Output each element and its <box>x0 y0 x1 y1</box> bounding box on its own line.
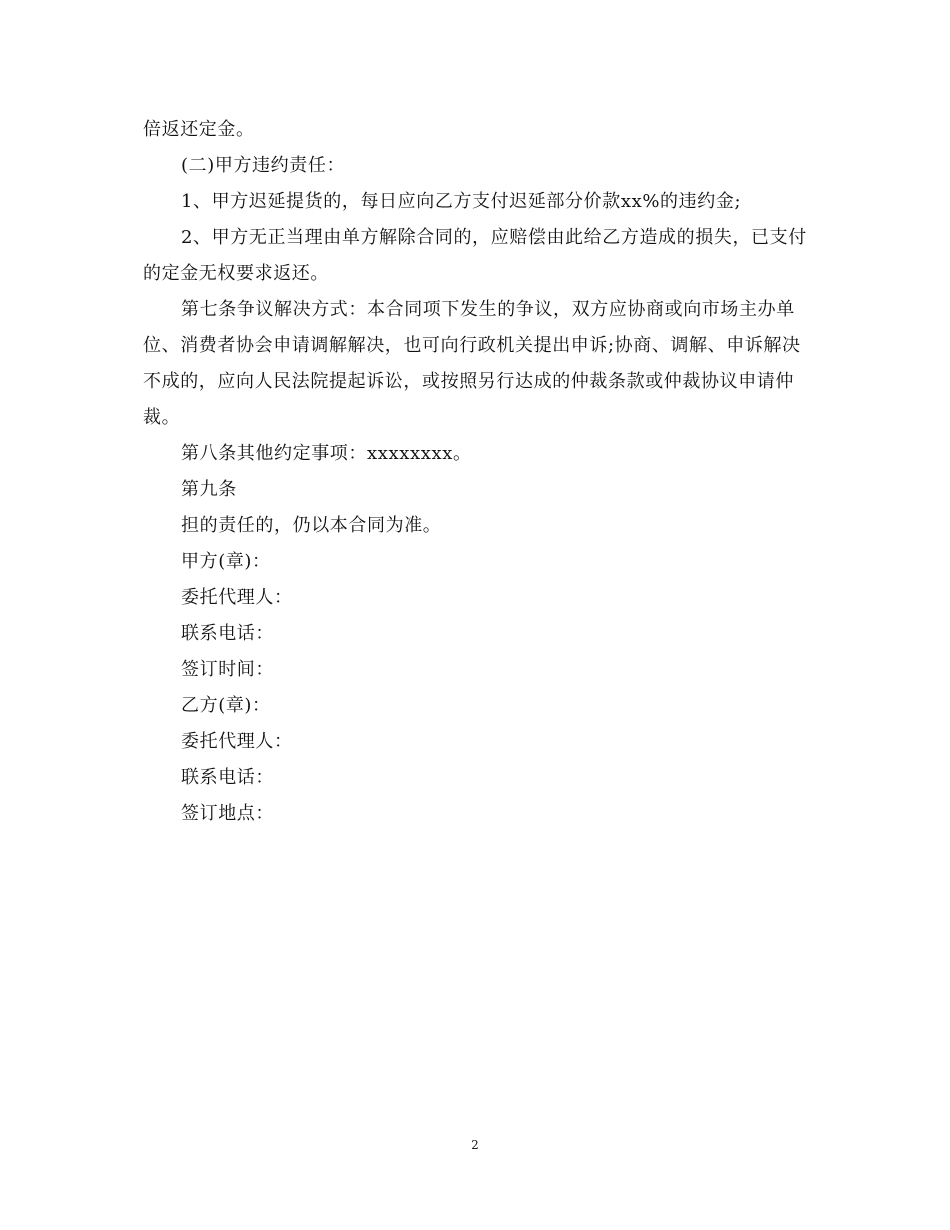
paragraph-late-pickup-penalty: 1、甲方迟延提货的，每日应向乙方支付迟延部分价款xx%的违约金; <box>181 191 742 212</box>
paragraph-article-8-other-matters: 第八条其他约定事项：xxxxxxxx。 <box>181 443 472 464</box>
signature-signing-time: 签订时间： <box>181 659 274 680</box>
signature-signing-place: 签订地点： <box>181 803 274 824</box>
paragraph-contract-prevails: 担的责任的，仍以本合同为准。 <box>181 515 442 536</box>
paragraph-party-a-liability-heading: (二)甲方违约责任： <box>181 155 346 176</box>
page-number: 2 <box>471 1138 479 1152</box>
signature-party-b-phone: 联系电话： <box>181 767 274 788</box>
signature-party-b-seal: 乙方(章)： <box>181 695 271 716</box>
paragraph-article-7-dispute-resolution: 第七条争议解决方式：本合同项下发生的争议，双方应协商或向市场主办单位、消费者协会申请调解解决，也可向行政机关提出申诉;协商、调解、申诉解决不成的，应向人民法院提起诉讼，或按照另行达成的仲裁条款或仲裁协议申请仲裁。 <box>143 299 801 428</box>
signature-party-a-seal: 甲方(章)： <box>181 551 271 572</box>
document-body <box>143 112 808 832</box>
signature-party-a-phone: 联系电话： <box>181 623 274 644</box>
paragraph-deposit-return: 倍返还定金。 <box>143 119 255 140</box>
signature-party-a-agent: 委托代理人： <box>181 587 293 608</box>
paragraph-article-9: 第九条 <box>181 479 237 500</box>
signature-party-b-agent: 委托代理人： <box>181 731 293 752</box>
paragraph-unilateral-termination: 2、甲方无正当理由单方解除合同的，应赔偿由此给乙方造成的损失，已支付的定金无权要求返还。 <box>143 227 807 284</box>
